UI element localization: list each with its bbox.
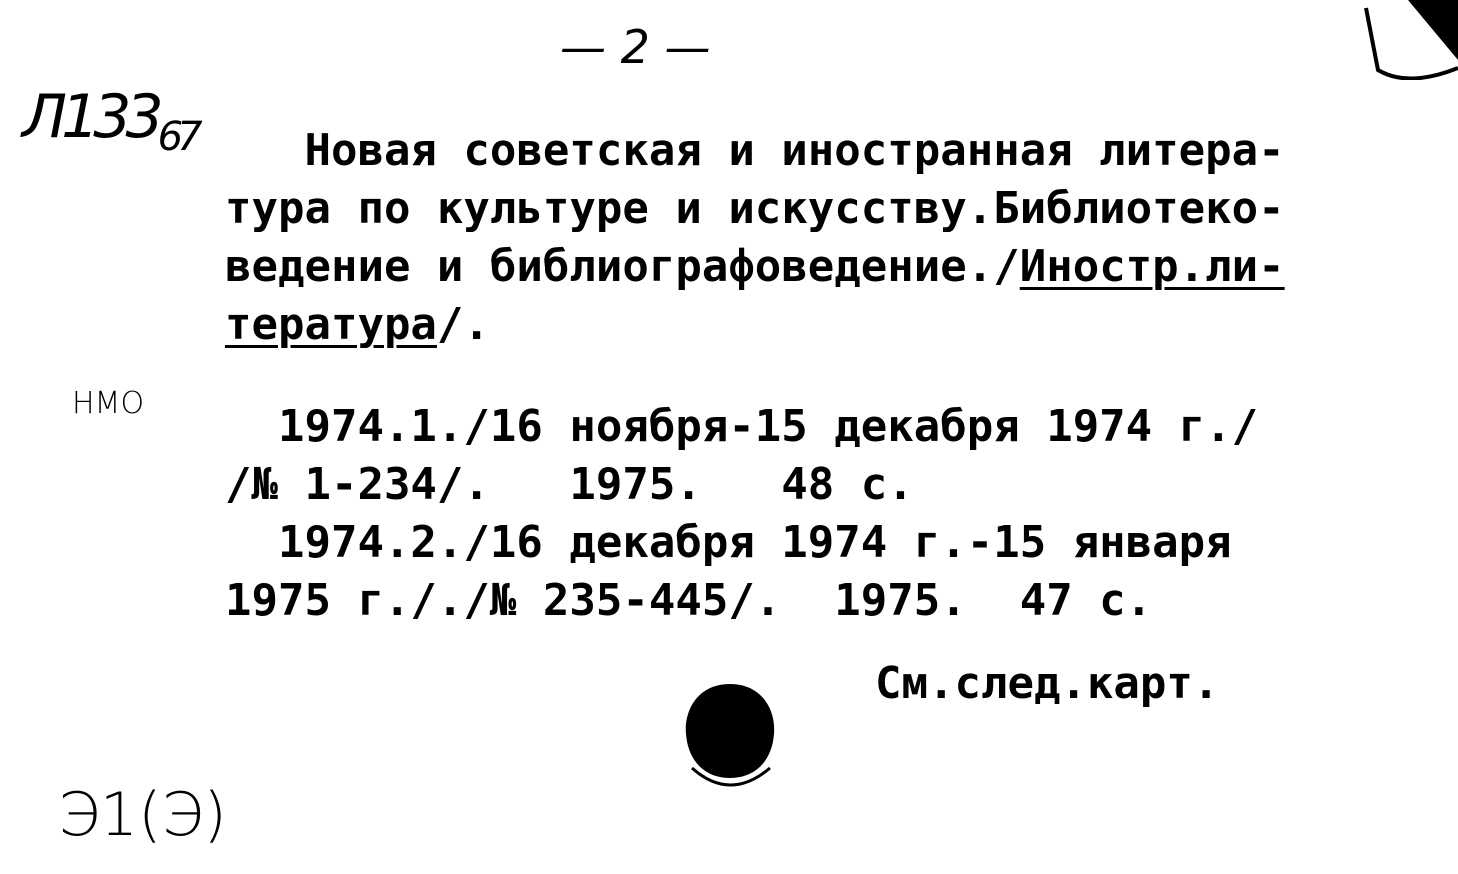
series-underlined-1: Иностр.ли- (1019, 241, 1285, 292)
title-line: тура по культуре и искусству.Библиотеко- (225, 183, 1285, 234)
title-line-4 (225, 296, 1450, 354)
title-tail: /. (436, 299, 490, 350)
issue-block (225, 398, 1450, 630)
page-number: — 2 — (560, 20, 711, 74)
issue-line: 1974.1./16 ноября-15 декабря 1974 г./ (225, 401, 1259, 452)
punch-hole (682, 682, 778, 792)
title-line: Новая советская и иностранная литера- (225, 125, 1285, 176)
shelf-mark-main: Л133 (22, 82, 158, 152)
issue-line: 1975 г././№ 235-445/. 1975. 47 с. (225, 575, 1153, 626)
shelf-mark (22, 82, 197, 160)
library-mark: НМО (72, 386, 145, 421)
torn-corner (1348, 0, 1458, 80)
shelf-mark-sub: 67 (157, 114, 197, 160)
issue-line: 1974.2./16 декабря 1974 г.-15 января (225, 517, 1232, 568)
issue-line: /№ 1-234/. 1975. 48 с. (225, 459, 914, 510)
title-block (225, 122, 1450, 354)
title-line-3: ведение и библиографоведение./Иностр.ли- (225, 241, 1285, 292)
see-next-card-note: См.след.карт. (875, 658, 1220, 709)
series-underlined-2: тература (225, 299, 437, 350)
classification-mark: Э1(Э) (58, 780, 227, 850)
